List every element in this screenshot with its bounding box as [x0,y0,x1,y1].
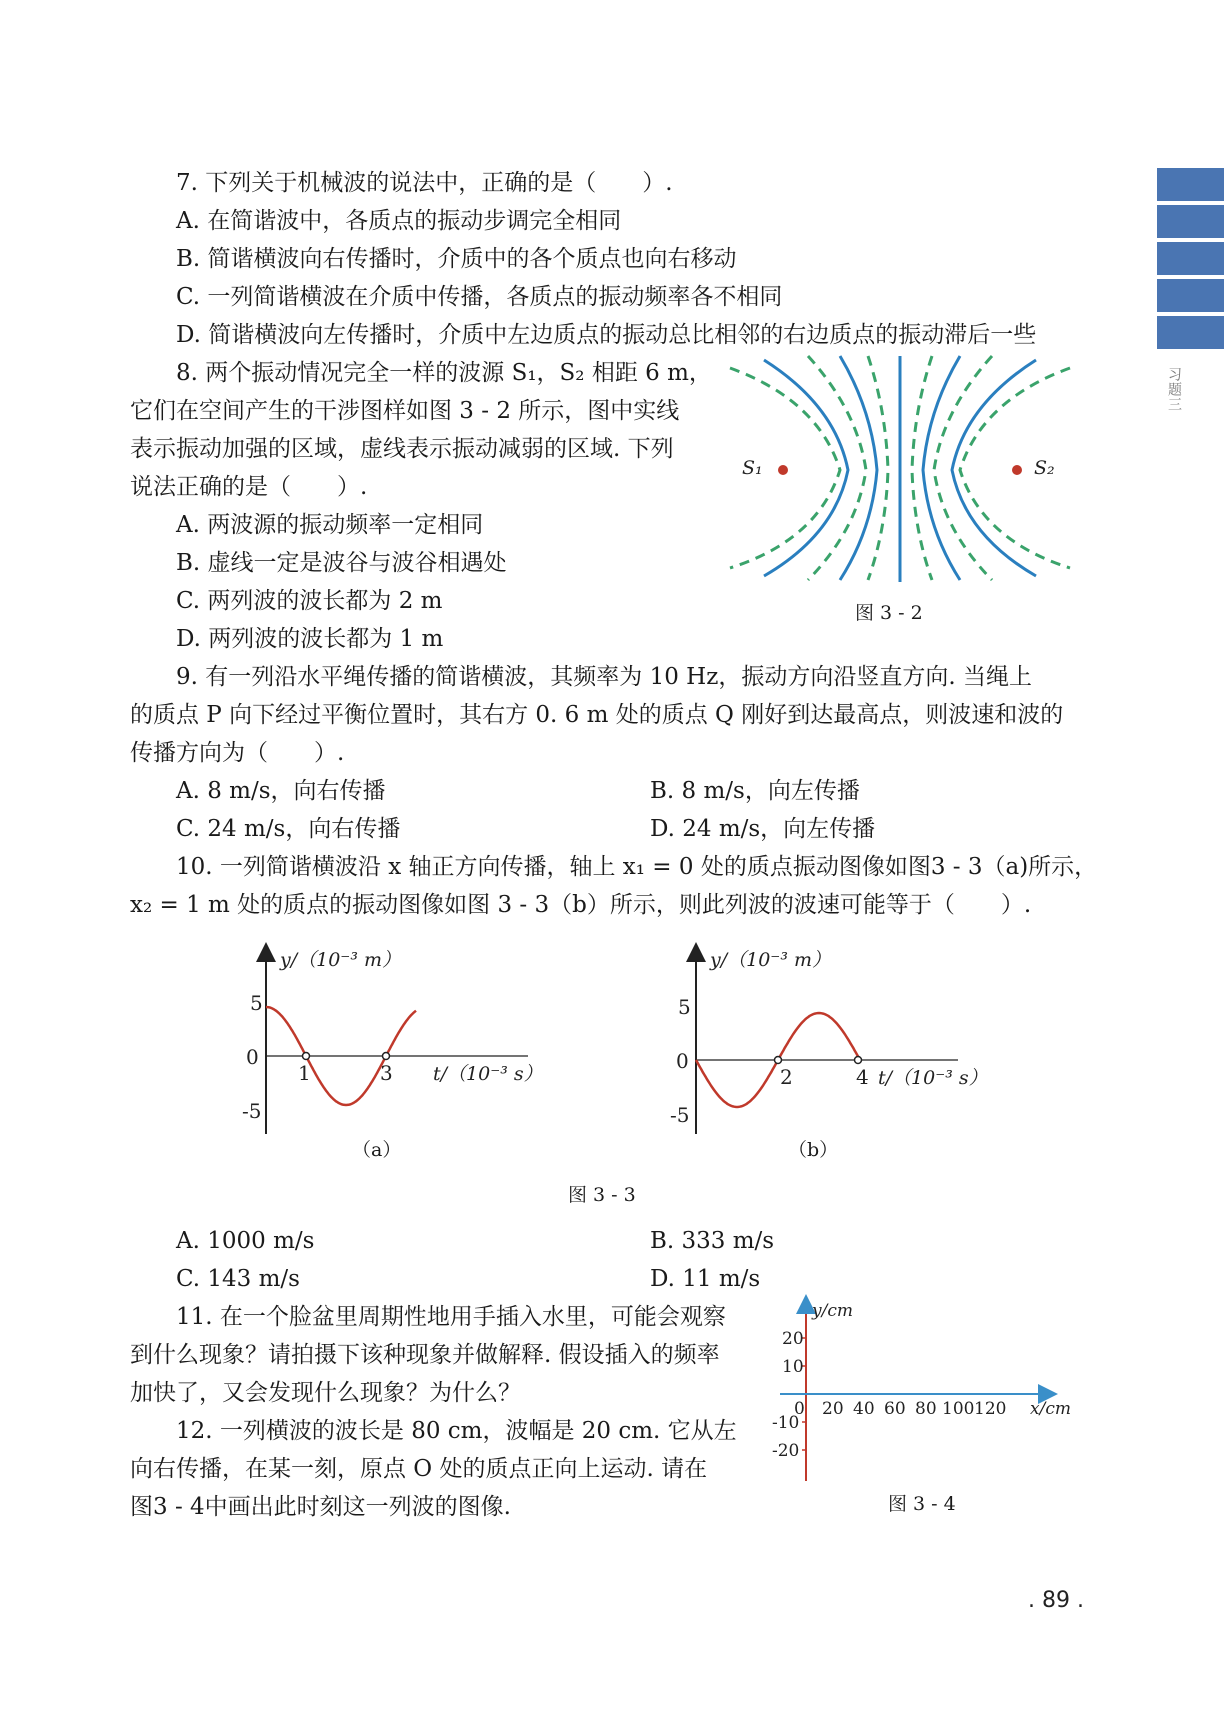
q12-stem-1: 12. 一列横波的波长是 80 cm，波幅是 20 cm. 它从左 [176,1418,737,1444]
chart-b-ylabel: y/（10⁻³ m） [710,949,832,971]
q8-option-a: A. 两波源的振动频率一定相同 [176,512,484,538]
q11-stem-2: 到什么现象？请拍摄下该种现象并做解释. 假设插入的频率 [130,1342,720,1368]
chart-b-zero-point-2 [855,1057,862,1064]
q7-option-a: A. 在简谐波中，各质点的振动步调完全相同 [176,208,622,234]
q9-stem-3: 传播方向为（ ）. [130,740,345,766]
q10-option-d: D. 11 m/s [650,1266,761,1292]
q7-stem: 7. 下列关于机械波的说法中，正确的是（ ）. [176,170,673,196]
q11-stem-3: 加快了，又会发现什么现象？为什么？ [130,1380,521,1406]
chart-a-ytick-1: 0 [246,1045,259,1069]
fig34-ytick-2: -10 [772,1413,800,1433]
q10-option-c: C. 143 m/s [176,1266,300,1292]
chart-a-ytick-2: -5 [242,1099,262,1123]
q8-stem-2: 它们在空间产生的干涉图样如图 3 - 2 所示，图中实线 [130,398,680,424]
q12-stem-2: 向右传播，在某一刻，原点 O 处的质点正向上运动. 请在 [130,1456,708,1482]
q8-option-b: B. 虚线一定是波谷与波谷相遇处 [176,550,507,576]
chart-a-xlabel: t/（10⁻³ s） [433,1063,543,1085]
chart-a-label: （a） [352,1139,402,1161]
page-number: . 89 . [1028,1588,1084,1613]
q7-option-d: D. 简谐横波向左传播时，介质中左边质点的振动总比相邻的右边质点的振动滞后一些 [176,322,1037,348]
chart-b-zero-point-1 [775,1057,782,1064]
chart-b-ytick-2: -5 [670,1103,690,1127]
chart-a-zero-point-1 [303,1053,310,1060]
q8-option-d: D. 两列波的波长都为 1 m [176,626,444,652]
q7-option-c: C. 一列简谐横波在介质中传播，各质点的振动频率各不相同 [176,284,783,310]
fig34-ytick-1: 10 [782,1357,804,1377]
q9-stem-1: 9. 有一列沿水平绳传播的简谐横波，其频率为 10 Hz，振动方向沿竖直方向. 当绳上 [176,664,1032,690]
q9-option-a: A. 8 m/s，向右传播 [176,778,386,804]
chart-b-label: （b） [788,1139,839,1161]
fig34-xtick-3: 60 [884,1399,906,1419]
edge-tab-4 [1157,279,1224,312]
blank-axes-figure [772,1296,1072,1496]
edge-tab-2 [1157,205,1224,238]
q10-stem-1: 10. 一列简谐横波沿 x 轴正方向传播，轴上 x₁ = 0 处的质点振动图像如图3 - 3（a)所示， [176,854,1098,880]
q9-option-d: D. 24 m/s，向左传播 [650,816,876,842]
fig34-xtick-4: 80 [915,1399,937,1419]
q9-option-b: B. 8 m/s，向左传播 [650,778,860,804]
edge-tab-1 [1157,168,1224,201]
q11-stem-1: 11. 在一个脸盆里周期性地用手插入水里，可能会观察 [176,1304,726,1330]
fig-3-3-caption: 图 3 - 3 [568,1184,636,1206]
fig34-ytick-3: -20 [772,1441,800,1461]
q10-option-b: B. 333 m/s [650,1228,775,1254]
chart-a-xtick-0: 1 [298,1061,311,1085]
q9-option-c: C. 24 m/s，向右传播 [176,816,401,842]
chart-b-xtick-0: 2 [780,1065,793,1089]
q10-option-a: A. 1000 m/s [176,1228,315,1254]
chart-b-ytick-1: 0 [676,1049,689,1073]
q12-stem-3: 图3 - 4中画出此时刻这一列波的图像. [130,1494,511,1520]
chart-a-ytick-0: 5 [250,991,263,1015]
q7-option-b: B. 简谐横波向右传播时，介质中的各个质点也向右移动 [176,246,737,272]
q8-stem-3: 表示振动加强的区域，虚线表示振动减弱的区域. 下列 [130,436,674,462]
fig34-xtick-6: 120 [974,1399,1007,1419]
q8-stem-1: 8. 两个振动情况完全一样的波源 S₁，S₂ 相距 6 m， [176,360,712,386]
fig34-xlabel: x/cm [1030,1399,1071,1419]
source-s1-label: S₁ [742,457,763,479]
sidebar-label: 习题三 [1166,367,1182,412]
chart-b-xtick-1: 4 [856,1065,869,1089]
q10-stem-2: x₂ = 1 m 处的质点的振动图像如图 3 - 3（b）所示，则此列波的波速可能等于（ ）. [130,892,1032,918]
fig34-ytick-0: 20 [782,1329,804,1349]
q8-option-c: C. 两列波的波长都为 2 m [176,588,443,614]
edge-tab-5 [1157,316,1224,349]
q8-stem-4: 说法正确的是（ ）. [130,474,368,500]
fig34-xtick-5: 100 [942,1399,975,1419]
source-s2-label: S₂ [1034,457,1055,479]
fig34-ylabel: y/cm [812,1301,853,1321]
fig-3-2-caption: 图 3 - 2 [855,602,923,624]
fig34-xtick-1: 20 [822,1399,844,1419]
fig-3-4-caption: 图 3 - 4 [888,1493,956,1515]
fig34-xtick-0: 0 [794,1399,805,1419]
chart-b-xlabel: t/（10⁻³ s） [878,1067,988,1089]
fig34-xtick-2: 40 [853,1399,875,1419]
chart-a-xtick-1: 3 [380,1061,393,1085]
edge-tab-3 [1157,242,1224,275]
chart-b-ytick-0: 5 [678,995,691,1019]
chart-a-ylabel: y/（10⁻³ m） [280,949,402,971]
chart-a-zero-point-2 [383,1053,390,1060]
q9-stem-2: 的质点 P 向下经过平衡位置时，其右方 0. 6 m 处的质点 Q 刚好到达最高点，则波速和波的 [130,702,1064,728]
